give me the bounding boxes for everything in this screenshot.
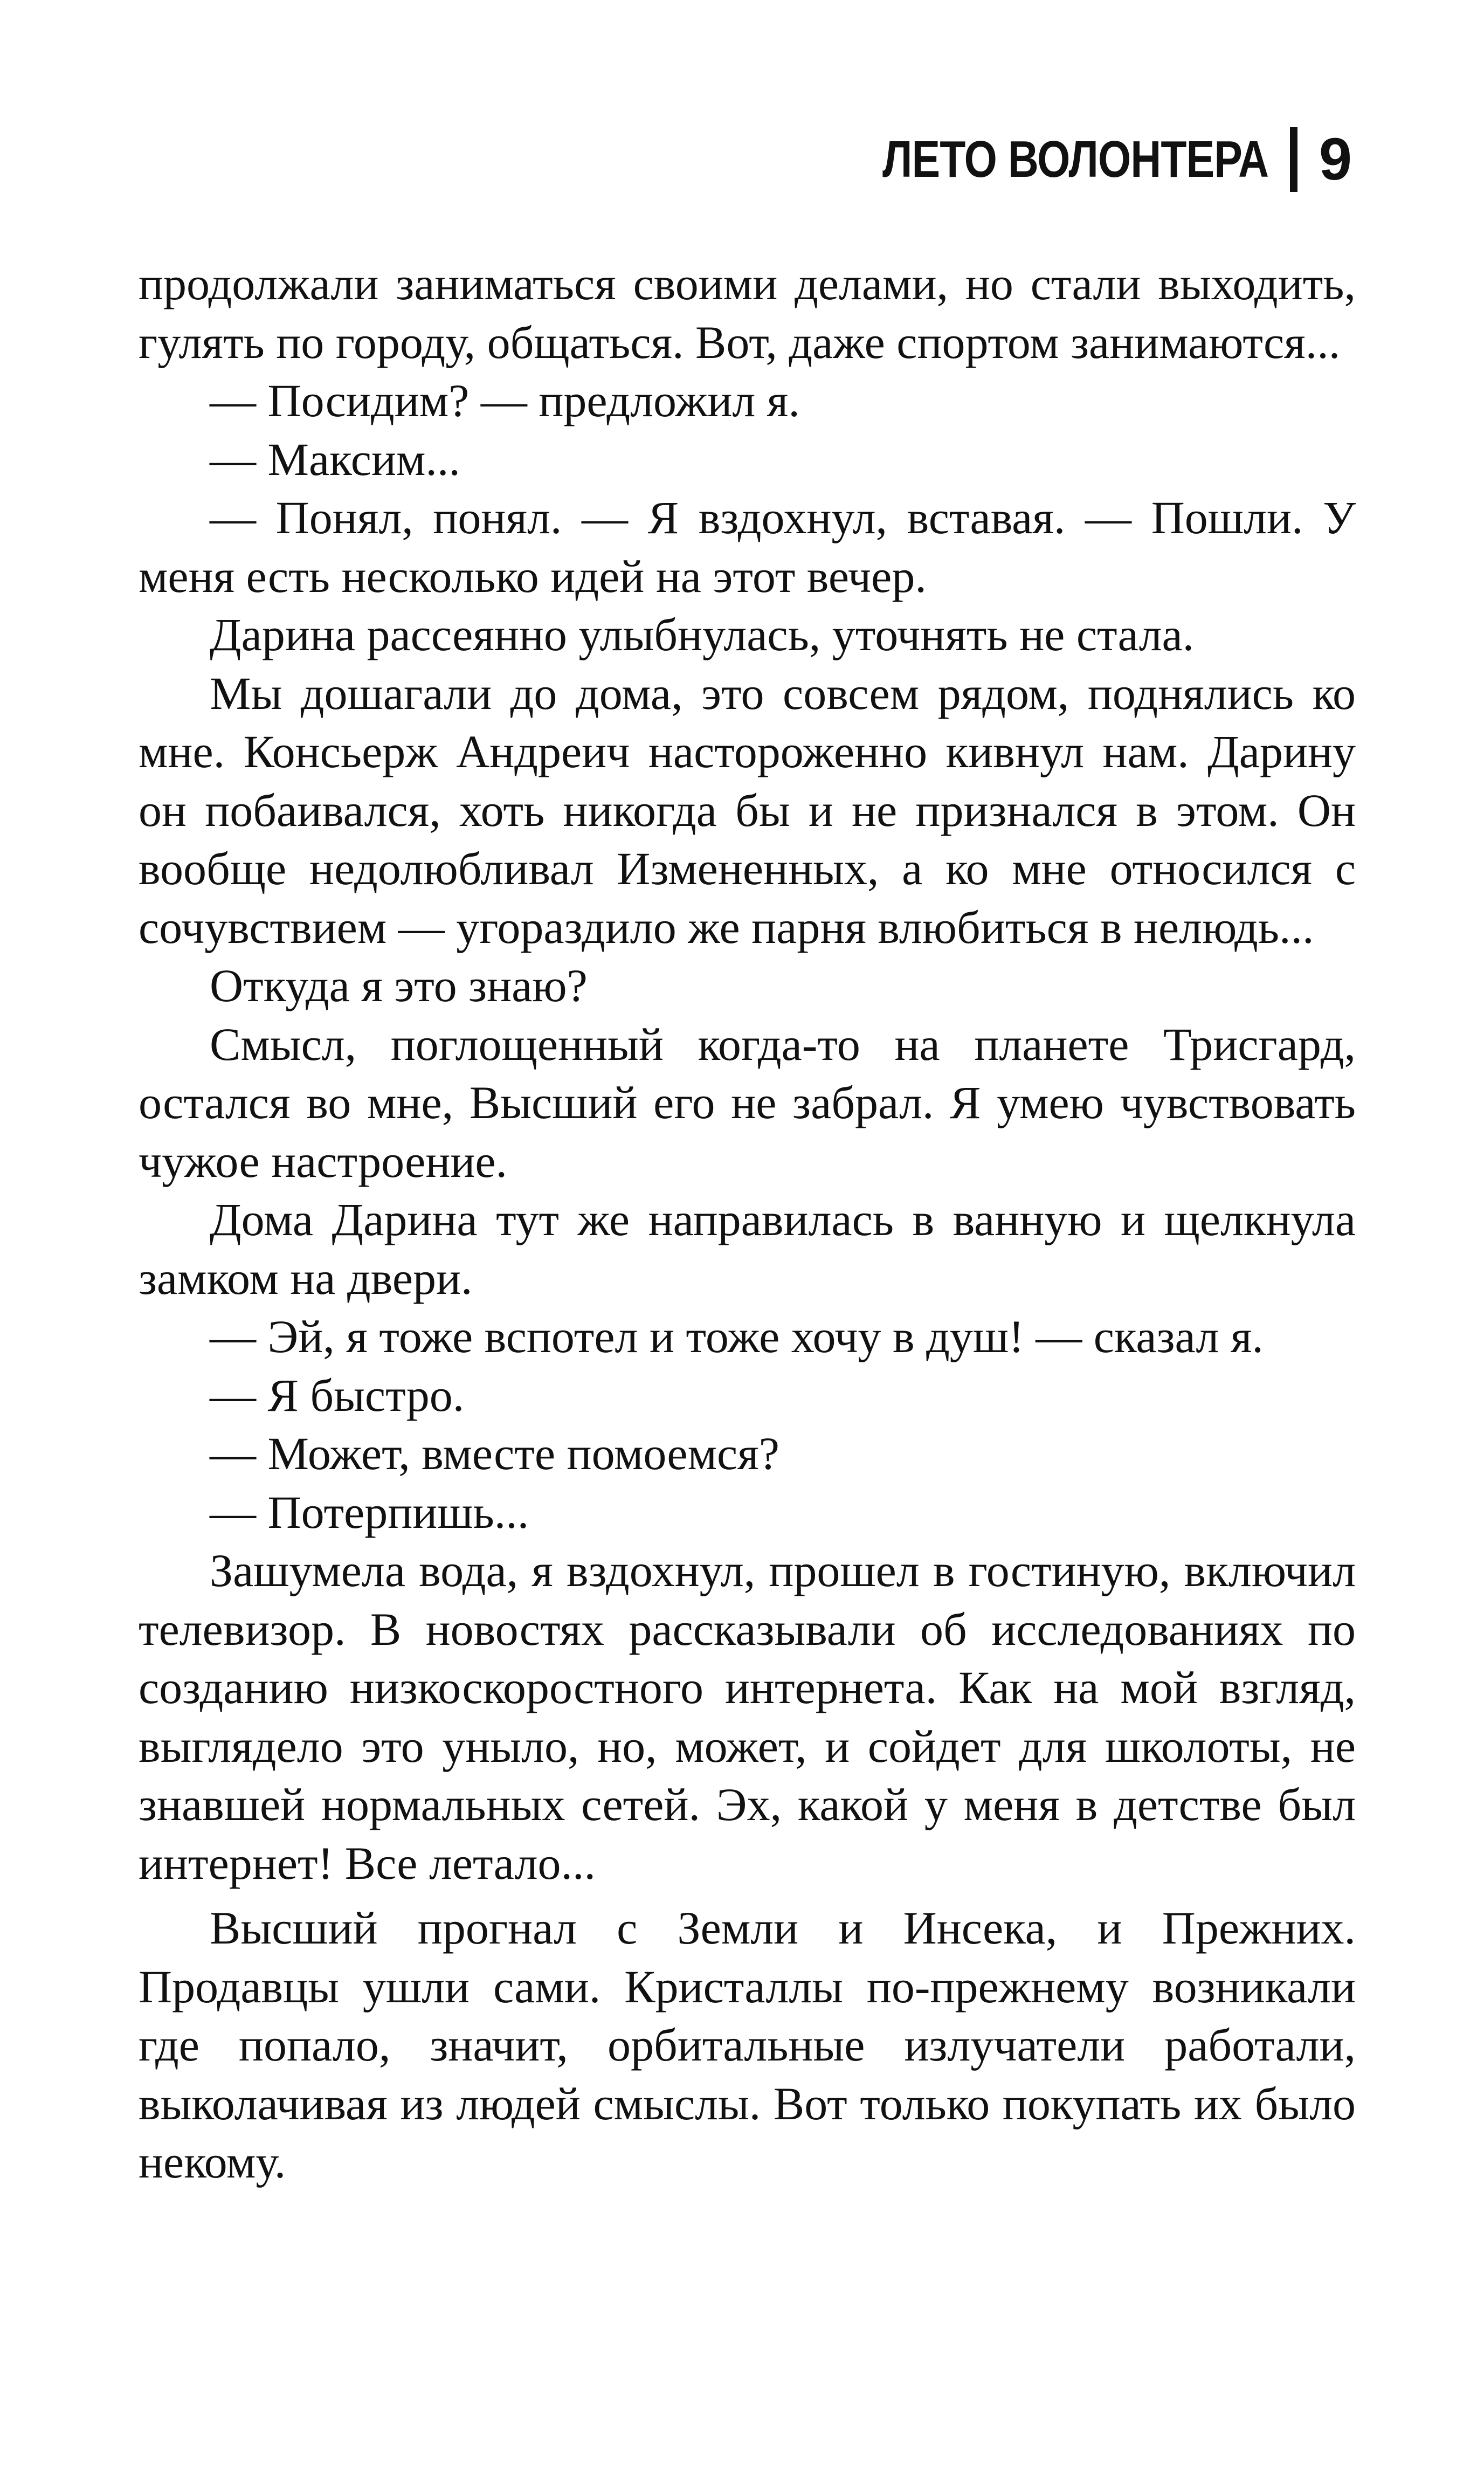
paragraph: продолжали заниматься своими делами, но стали выходить, гулять по городу, общаться. Вот, даже спортом занимаются...	[139, 258, 1356, 368]
paragraph: — Я быстро.	[210, 1369, 465, 1421]
paragraph: — Эй, я тоже вспотел и тоже хочу в душ! — сказал я.	[210, 1311, 1264, 1362]
header-separator	[1290, 127, 1297, 192]
paragraph: — Максим...	[210, 433, 460, 485]
running-header	[798, 125, 1352, 194]
paragraph: Высший прогнал с Земли и Инсека, и Прежних. Продавцы ушли сами. Кристаллы по-прежнему возникали где попало, значит, орбитальные излучатели работали, выколачивая из людей смыслы. Вот только покупать их было некому.	[139, 1902, 1356, 2188]
paragraph: Зашумела вода, я вздохнул, прошел в гостиную, включил телевизор. В новостях рассказывали об исследованиях по созданию низкоскоростного интернета. Как на мой взгляд, выглядело это уныло, но, может, и сойдет для школоты, не знавшей нормальных сетей. Эх, какой у меня в детстве был интернет! Все летало...	[139, 1545, 1356, 1889]
paragraph: Откуда я это знаю?	[210, 960, 588, 1011]
paragraph: Мы дошагали до дома, это совсем рядом, поднялись ко мне. Консьерж Андреич настороженно кивнул нам. Дарину он побаивался, хоть никогда бы и не признался в этом. Он вообще недолюбливал Измененных, а ко мне относился с сочувствием — угораздило же парня влюбиться в нелюдь...	[139, 667, 1356, 953]
paragraph: Смысл, поглощенный когда-то на планете Трисгард, остался во мне, Высший его не забрал. Я умею чувствовать чужое настроение.	[139, 1018, 1356, 1187]
paragraph: — Посидим? — предложил я.	[210, 375, 800, 426]
page-body	[139, 254, 1356, 2192]
paragraph: — Потерпишь...	[210, 1486, 529, 1538]
paragraph: — Может, вместе помоемся?	[210, 1428, 779, 1479]
paragraph: — Понял, понял. — Я вздохнул, вставая. — Пошли. У меня есть несколько идей на этот вечер.	[139, 492, 1356, 602]
page-number: 9	[1319, 126, 1352, 192]
running-title: ЛЕТО ВОЛОНТЕРА	[882, 130, 1268, 188]
paragraph: Дома Дарина тут же направилась в ванную и щелкнула замком на двери.	[139, 1194, 1356, 1304]
paragraph: Дарина рассеянно улыбнулась, уточнять не стала.	[210, 609, 1195, 660]
